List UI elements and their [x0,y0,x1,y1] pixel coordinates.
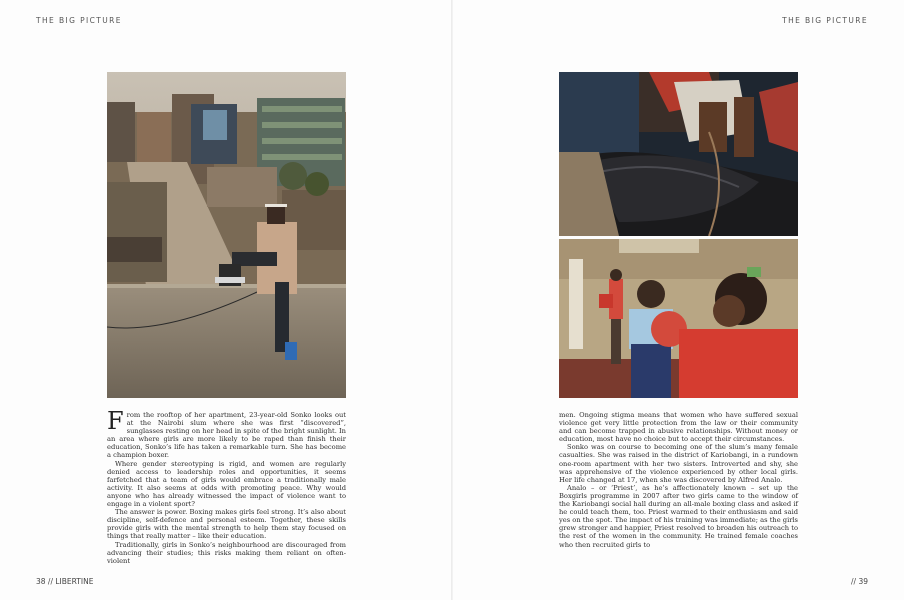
folio-left: 38 // LIBERTINE [36,577,94,586]
article-paragraph: Sonko was on course to becoming one of the slum’s many female casualties. She was raised in the district of Kariobangi, in a rundown one-room apartment with her two sisters. Introverted and shy, she was apprehensive of the violence experienced by other local girls. Her life changed at 17, when she was discovered by Alfred Analo. [559,443,798,484]
article-paragraph: From the rooftop of her apartment, 23-year-old Sonko looks out at the Nairobi slum where she was first “discovered”, sunglasses resting on her head in spite of the bright sunlight. In an area where girls are more likely to be raped than finish their education, Sonko’s life has taken a remarkable turn. She has become a champion boxer. [107,407,346,460]
rooftop-photo [107,72,346,398]
article-paragraph: Traditionally, girls in Sonko’s neighbourhood are discouraged from advancing their studies; this risks making them reliant on often-violent [107,540,346,565]
page-gutter [451,0,453,600]
drop-cap: F [107,407,124,435]
boxing-gloves-photo [559,72,798,236]
article-paragraph: Analo – or ‘Priest’, as he’s affectionately known – set up the Boxgirls programme in 2007 after two girls came to the window of the Kariobangi social hall during an all-male boxing class and asked if he could teach them, too. Priest warmed to their enthusiasm and said yes on the spot. The impact of his training was immediate; as the girls grew stronger and happier, Priest resolved to broaden his outreach to the rest of the women in the community. He trained female coaches who then recruited girls to [559,483,798,549]
section-header-left: THE BIG PICTURE [36,16,122,25]
section-header-right: THE BIG PICTURE [782,16,868,25]
article-column-left [107,407,346,565]
article-paragraph: Where gender stereotyping is rigid, and women are regularly denied access to leadership roles and opportunities, it seems farfetched that a team of girls would embrace a traditionally male activity. It also seems at odds with promoting peace. Why would anyone who has already witnessed the impact of violence want to engage in a violent sport? [107,459,346,509]
article-paragraph: men. Ongoing stigma means that women who have suffered sexual violence get very little protection from the law or their community and can become trapped in abusive relationships. Without money or education, most have no choice but to accept their circumstances. [559,411,798,444]
article-column-right [559,411,798,549]
folio-right: // 39 [851,577,868,586]
article-paragraph: The answer is power. Boxing makes girls feel strong. It’s also about discipline, self-defence and personal esteem. Together, these skills provide girls with the mental strength to help them stay focused on things that really matter – like their education. [107,508,346,541]
boxing-gym-photo [559,239,798,398]
